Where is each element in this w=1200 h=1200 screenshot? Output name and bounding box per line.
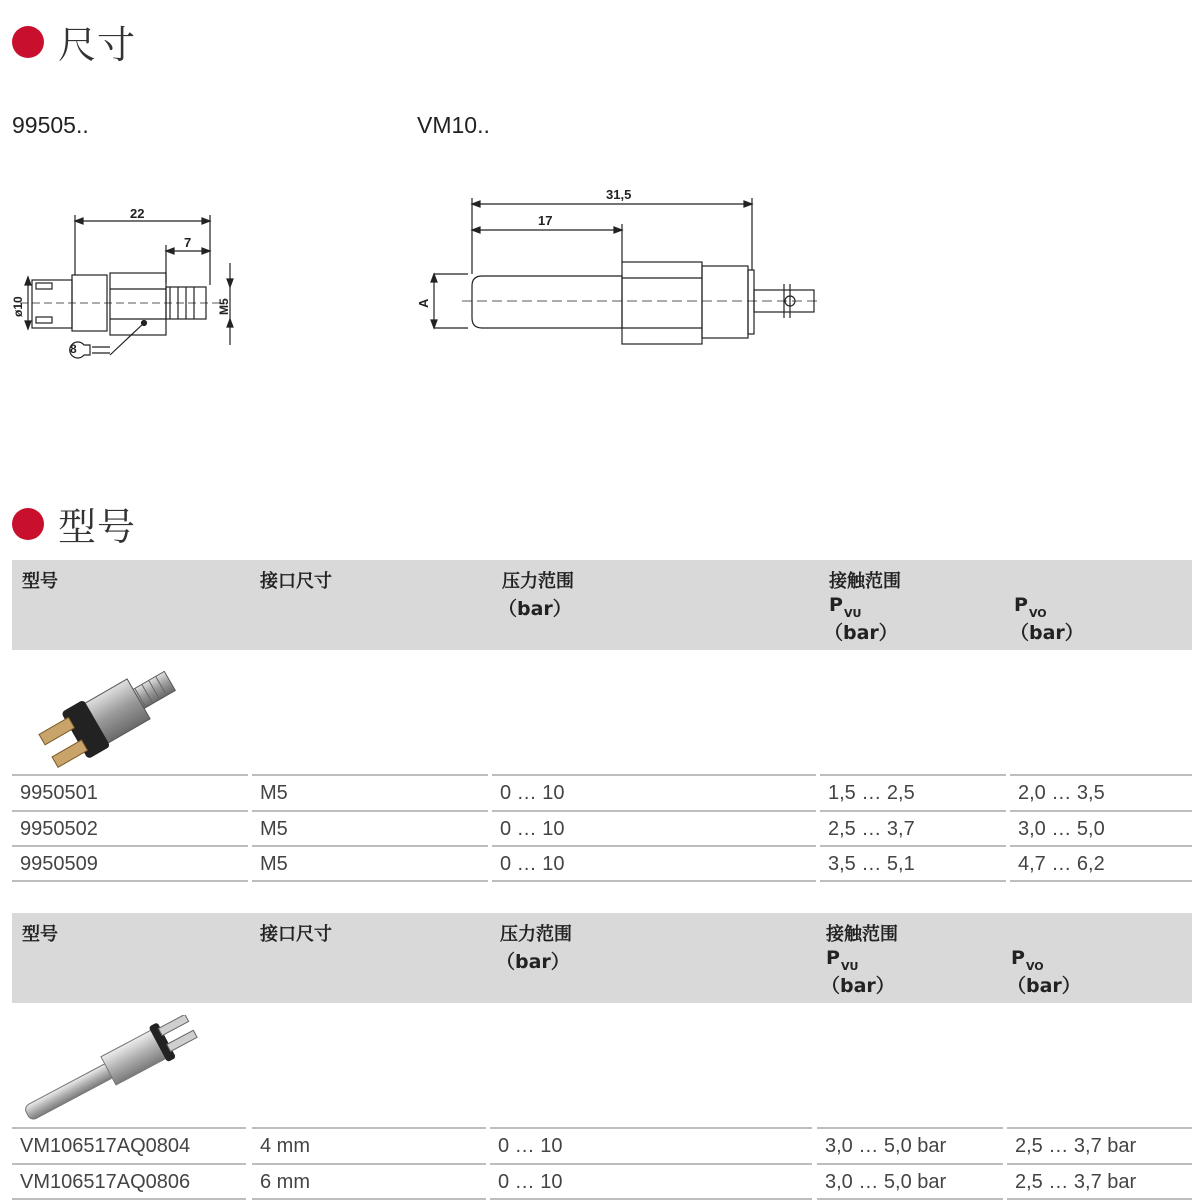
header-port: 接口尺寸 bbox=[260, 924, 332, 945]
table-row bbox=[12, 845, 1192, 880]
row-divider bbox=[490, 1163, 812, 1165]
section-title: 型号 bbox=[58, 505, 137, 549]
header-pvu-unit: （bar） bbox=[821, 975, 895, 997]
header-pressure-unit: （bar） bbox=[496, 951, 570, 973]
cell-model: VM106517AQ0804 bbox=[20, 1135, 191, 1157]
cell-pvo: 3,0 … 5,0 bbox=[1018, 817, 1105, 840]
header-pvo-unit: （bar） bbox=[1007, 975, 1081, 997]
header-pvu: $P_{VU}$ bbox=[826, 947, 859, 973]
cell-port: M5 bbox=[260, 782, 288, 804]
section-models-header bbox=[12, 496, 136, 551]
drawing-label-right: VM10.. bbox=[417, 112, 490, 138]
row-divider bbox=[820, 880, 1006, 882]
cell-pvu: 3,5 … 5,1 bbox=[828, 853, 915, 875]
row-divider bbox=[252, 774, 488, 776]
dim-diameter: ø10 bbox=[11, 296, 25, 317]
row-divider bbox=[492, 774, 816, 776]
row-divider bbox=[12, 1163, 246, 1165]
row-divider bbox=[1010, 810, 1192, 812]
drawing-99505 bbox=[0, 195, 260, 375]
row-divider bbox=[12, 774, 248, 776]
cell-pressure: 0 … 10 bbox=[498, 1135, 563, 1157]
row-divider bbox=[252, 1163, 486, 1165]
row-divider bbox=[12, 1127, 246, 1129]
row-divider bbox=[1007, 1127, 1192, 1129]
row-divider bbox=[12, 810, 248, 812]
table-row bbox=[12, 810, 1192, 845]
row-divider bbox=[817, 1163, 1003, 1165]
cell-pressure: 0 … 10 bbox=[500, 853, 565, 875]
dim-17: 17 bbox=[538, 213, 553, 228]
row-divider bbox=[12, 1198, 246, 1200]
header-pvu-unit: （bar） bbox=[824, 622, 898, 644]
dim-wrench: 8 bbox=[70, 342, 77, 356]
table-row bbox=[12, 774, 1192, 809]
dim-a: A bbox=[416, 298, 431, 308]
section-dimensions-header bbox=[12, 14, 136, 69]
header-port: 接口尺寸 bbox=[260, 571, 332, 592]
header-pressure: 压力范围 bbox=[502, 571, 574, 592]
dim-22: 22 bbox=[130, 206, 145, 221]
dim-7: 7 bbox=[184, 235, 192, 250]
cell-model: 9950509 bbox=[20, 853, 98, 875]
table-row bbox=[12, 1163, 1192, 1198]
header-pvo-unit: （bar） bbox=[1010, 622, 1084, 644]
header-pvu: $P_{VU}$ bbox=[829, 594, 862, 620]
row-divider bbox=[1007, 1163, 1192, 1165]
cell-port: M5 bbox=[260, 853, 288, 875]
row-divider bbox=[1010, 774, 1192, 776]
table1-header bbox=[12, 560, 1192, 650]
cell-pressure: 0 … 10 bbox=[498, 1170, 563, 1193]
row-divider bbox=[490, 1198, 812, 1200]
row-divider bbox=[817, 1127, 1003, 1129]
section-title: 尺寸 bbox=[58, 23, 137, 67]
drawing-label-left: 99505.. bbox=[12, 112, 89, 138]
row-divider bbox=[12, 845, 248, 847]
header-pvo: $P_{VO}$ bbox=[1011, 947, 1044, 973]
row-divider bbox=[252, 1198, 486, 1200]
dim-31-5: 31,5 bbox=[606, 187, 632, 202]
cell-model: VM106517AQ0806 bbox=[20, 1170, 191, 1193]
row-divider bbox=[492, 880, 816, 882]
header-pressure: 压力范围 bbox=[500, 924, 572, 945]
row-divider bbox=[1010, 880, 1192, 882]
table-row bbox=[12, 1127, 1192, 1162]
row-divider bbox=[252, 880, 488, 882]
cell-pvo: 4,7 … 6,2 bbox=[1018, 853, 1105, 875]
table2-header bbox=[12, 913, 1192, 1003]
bullet-dot-icon bbox=[12, 508, 44, 540]
cell-model: 9950501 bbox=[20, 782, 98, 804]
header-model: 型号 bbox=[22, 924, 58, 945]
cell-port: 4 mm bbox=[260, 1135, 310, 1157]
row-divider bbox=[820, 774, 1006, 776]
header-contact: 接触范围 bbox=[826, 924, 898, 945]
row-divider bbox=[252, 1127, 486, 1129]
row-divider bbox=[12, 880, 248, 882]
header-model: 型号 bbox=[22, 571, 58, 592]
row-divider bbox=[817, 1198, 1003, 1200]
cell-pressure: 0 … 10 bbox=[500, 782, 565, 804]
row-divider bbox=[492, 810, 816, 812]
cell-model: 9950502 bbox=[20, 817, 98, 840]
product-photo-vm10 bbox=[12, 1015, 212, 1123]
cell-pvu: 3,0 … 5,0 bar bbox=[825, 1170, 947, 1193]
product-photo-99505 bbox=[30, 662, 200, 770]
cell-pvo: 2,0 … 3,5 bbox=[1018, 782, 1105, 804]
cell-pvo: 2,5 … 3,7 bar bbox=[1015, 1170, 1137, 1193]
row-divider bbox=[820, 810, 1006, 812]
cell-pvu: 1,5 … 2,5 bbox=[828, 782, 915, 804]
header-pvo: $P_{VO}$ bbox=[1014, 594, 1047, 620]
row-divider bbox=[490, 1127, 812, 1129]
cell-pvo: 2,5 … 3,7 bar bbox=[1015, 1135, 1137, 1157]
drawing-vm10 bbox=[410, 180, 830, 360]
dim-m5: M5 bbox=[217, 298, 231, 315]
row-divider bbox=[820, 845, 1006, 847]
header-contact: 接触范围 bbox=[829, 571, 901, 592]
cell-pressure: 0 … 10 bbox=[500, 817, 565, 840]
row-divider bbox=[1010, 845, 1192, 847]
bullet-dot-icon bbox=[12, 26, 44, 58]
cell-pvu: 2,5 … 3,7 bbox=[828, 817, 915, 840]
cell-port: 6 mm bbox=[260, 1170, 310, 1193]
header-pressure-unit: （bar） bbox=[498, 598, 572, 620]
row-divider bbox=[252, 845, 488, 847]
row-divider bbox=[1007, 1198, 1192, 1200]
cell-port: M5 bbox=[260, 817, 288, 840]
cell-pvu: 3,0 … 5,0 bar bbox=[825, 1135, 947, 1157]
row-divider bbox=[492, 845, 816, 847]
row-divider bbox=[252, 810, 488, 812]
